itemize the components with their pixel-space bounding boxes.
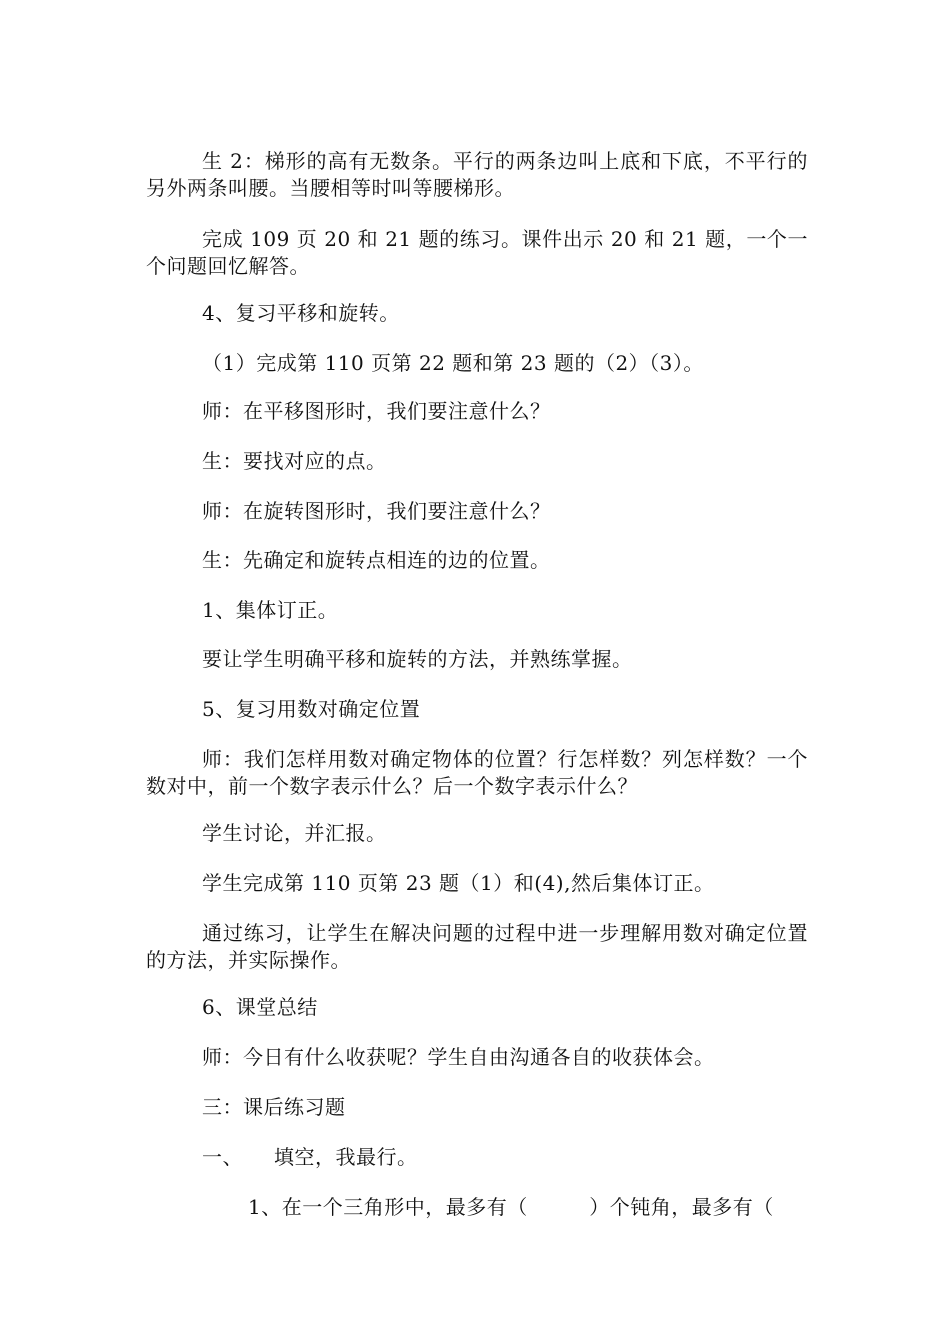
paragraph-exercise-23: 学生完成第 110 页第 23 题（1）和(4),然后集体订正。 [202,871,715,895]
paragraph-trapezoid-height: 生 2：梯形的高有无数条。平行的两条边叫上底和下底，不平行的另外两条叫腰。当腰相等时叫等腰梯形。 [146,149,808,200]
paragraph-practice-purpose: 通过练习，让学生在解决问题的过程中进一步理解用数对确定位置的方法，并实际操作。 [146,921,808,972]
heading-fill-in-blanks: 一、 填空，我最行。 [202,1145,418,1169]
paragraph-exercise-20-21: 完成 109 页 20 和 21 题的练习。课件出示 20 和 21 题，一个一个问题回忆解答。 [146,227,808,278]
paragraph-teacher-rotation-question: 师：在旋转图形时，我们要注意什么？ [202,499,551,523]
paragraph-students-discuss: 学生讨论，并汇报。 [202,821,387,845]
paragraph-exercise-22-23: （1）完成第 110 页第 22 题和第 23 题的（2）（3）。 [202,351,704,375]
heading-review-translation-rotation: 4、复习平移和旋转。 [202,301,400,325]
paragraph-student-translation-answer: 生：要找对应的点。 [202,449,387,473]
paragraph-student-rotation-answer: 生：先确定和旋转点相连的边的位置。 [202,548,551,572]
paragraph-teacher-summary: 师：今日有什么收获呢？学生自由沟通各自的收获体会。 [202,1045,715,1069]
paragraph-master-methods: 要让学生明确平移和旋转的方法，并熟练掌握。 [202,647,633,671]
heading-review-coordinates: 5、复习用数对确定位置 [202,697,421,721]
heading-after-class-exercises: 三：课后练习题 [202,1095,346,1119]
paragraph-teacher-coordinates-question: 师：我们怎样用数对确定物体的位置？行怎样数？列怎样数？一个数对中，前一个数字表示什么？后一个数字表示什么？ [146,747,808,798]
question-obtuse-angles: 1、在一个三角形中，最多有（ ）个钝角，最多有（ [248,1195,774,1219]
paragraph-group-correction: 1、集体订正。 [202,598,339,622]
heading-class-summary: 6、课堂总结 [202,995,318,1019]
paragraph-teacher-translation-question: 师：在平移图形时，我们要注意什么？ [202,399,551,423]
